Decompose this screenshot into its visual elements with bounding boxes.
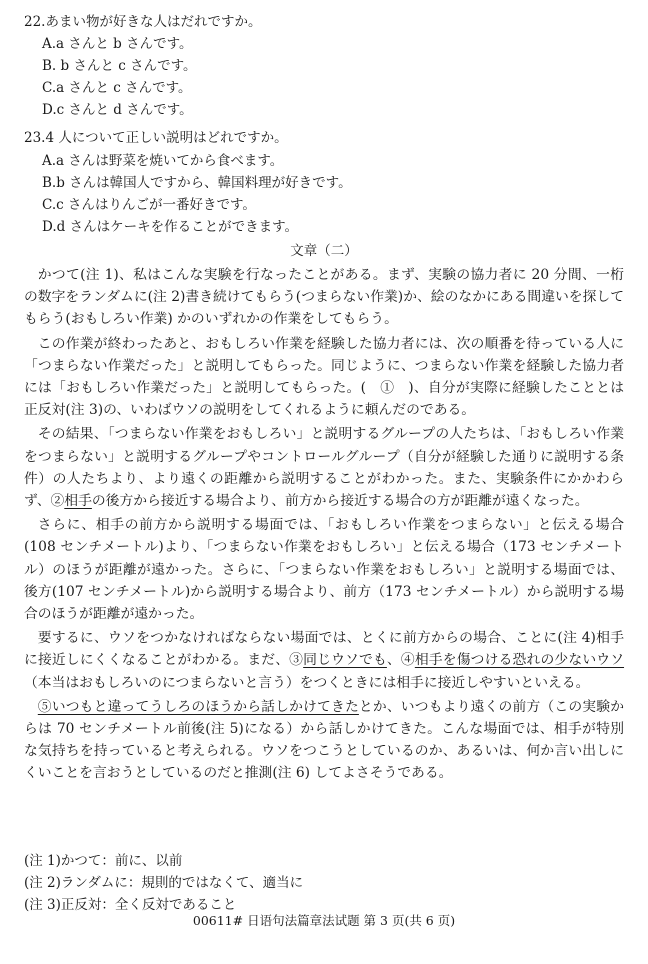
question-22: [24, 11, 261, 33]
option-23-a[interactable]: [42, 150, 283, 172]
option-label: A.: [42, 36, 57, 52]
paragraph-2: この作業が終わったあと、おもしろい作業を経験した協力者には、次の順番を待っている人に「つまらない作業だった」と説明してもらった。同じように、つまらない作業を経験した協力者には「おもしろい作業だった」と説明してもらった。( ① )、自分が実際に経験したこととは正反対(注 3)の、いわばウソの説明をしてくれるように頼んだのである。: [24, 335, 624, 419]
option-22-b[interactable]: [42, 55, 197, 77]
option-label: B.: [42, 175, 57, 191]
option-label: D.: [42, 102, 57, 118]
paragraph-5: [24, 627, 624, 694]
option-23-d[interactable]: [42, 216, 298, 238]
option-text: a さんは野菜を焼いてから食べます。: [56, 153, 284, 169]
paragraph-6-text: とか、いつもより遠くの前方（この実験からは 70 センチメートル前後(注 5)になる）から話しかけてきた。こんな場面では、相手が特別な気持ちを持っていると考えられる。ウソをつこうとしているのか、あるいは、何か言い出しにくいことを言おうとしているのだと推測(注 6) してよさそうである。: [24, 698, 625, 782]
underlined-phrase-5: ⑤いつもと違ってうしろのほうから話しかけてきた: [37, 698, 359, 715]
option-text: c さんはりんごが一番好きです。: [56, 197, 256, 213]
paragraph-5-text: 要するに、ウソをつかなければならない場面では、とくに前方からの場合、ことに(注 4)相手に接近しにくくなることがわかる。まだ、③: [24, 630, 624, 669]
note-1: (注 1)かつて：前に、以前: [24, 853, 183, 869]
note-3: (注 3)正反対：全く反対であること: [24, 897, 237, 913]
footnotes: [24, 850, 303, 916]
option-23-b[interactable]: [42, 172, 352, 194]
option-text: a さんと c さんです。: [56, 80, 192, 96]
option-label: A.: [42, 153, 57, 169]
paragraph-3: [24, 423, 624, 512]
question-text: あまい物が好きな人はだれですか。: [45, 14, 262, 30]
option-23-c[interactable]: [42, 194, 256, 216]
option-22-c[interactable]: [42, 77, 192, 99]
option-label: C.: [42, 197, 57, 213]
paragraph-4: さらに、相手の前方から説明する場面では、「おもしろい作業をつまらない」と伝える場合(108 センチメートル)より、「つまらない作業をおもしろい」と伝える場合（173 センチメートル）のほうが距離が遠かった。さらに、「つまらない作業をおもしろい」と説明する場面では、後方(107 センチメートル)から説明する場合より、前方（173 センチメートル）から説明する場合のほうが距離が遠かった。: [24, 517, 624, 623]
option-label: D.: [42, 219, 57, 235]
option-text: b さんと c さんです。: [56, 58, 197, 74]
paragraph-3-text-cont: の後方から接近する場合より、前方から接近する場合の方が距離が遠くなった。: [91, 493, 589, 510]
option-label: C.: [42, 80, 57, 96]
paragraph-1: かつて(注 1)、私はこんな実験を行なったことがある。まず、実験の協力者に 20 分間、一桁の数字をランダムに(注 2)書き続けてもらう(つまらない作業)か、絵のなかにある間違いを探してもらう(おもしろい作業) かのいずれかの作業をしてもらう。: [24, 267, 624, 328]
passage-title: 文章（二）: [290, 243, 358, 259]
note-2: (注 2)ランダムに：規則的ではなくて、適当に: [24, 875, 304, 891]
option-text: c さんと d さんです。: [56, 102, 193, 118]
question-23: [24, 127, 288, 149]
passage-body: [24, 264, 624, 787]
option-text: d さんはケーキを作ることができます。: [56, 219, 298, 235]
option-text: a さんと b さんです。: [56, 36, 193, 52]
underlined-phrase-3: 同じウソでも: [303, 652, 387, 669]
option-label: B.: [42, 58, 57, 74]
question-text: 4 人について正しい説明はどれですか。: [45, 130, 288, 146]
page-footer: 00611# 日语句法篇章法试题 第 3 页(共 6 页): [192, 913, 456, 928]
underlined-phrase-2: 相手: [64, 493, 92, 510]
underlined-phrase-4: 相手を傷つける恐れの少ないウソ: [414, 652, 625, 669]
option-22-d[interactable]: [42, 99, 193, 121]
option-22-a[interactable]: [42, 33, 193, 55]
question-number: 23.: [24, 130, 46, 146]
paragraph-5-text-mid: 、④: [386, 652, 415, 669]
question-number: 22.: [24, 14, 46, 30]
paragraph-3-text: その結果、「つまらない作業をおもしろい」と説明するグループの人たちは、「おもしろい作業をつまらない」と説明するグループやコントロールグループ（自分が経験した通りに説明する条件）の人たちより、より遠くの距離から説明することがわかった。また、実験条件にかかわらず、②: [24, 426, 624, 510]
paragraph-6: [24, 696, 624, 785]
option-text: b さんは韓国人ですから、韓国料理が好きです。: [56, 175, 352, 191]
paragraph-5-text-cont: （本当はおもしろいのにつまらないと言う）をつくときには相手に接近しやすいといえる。: [24, 674, 590, 691]
